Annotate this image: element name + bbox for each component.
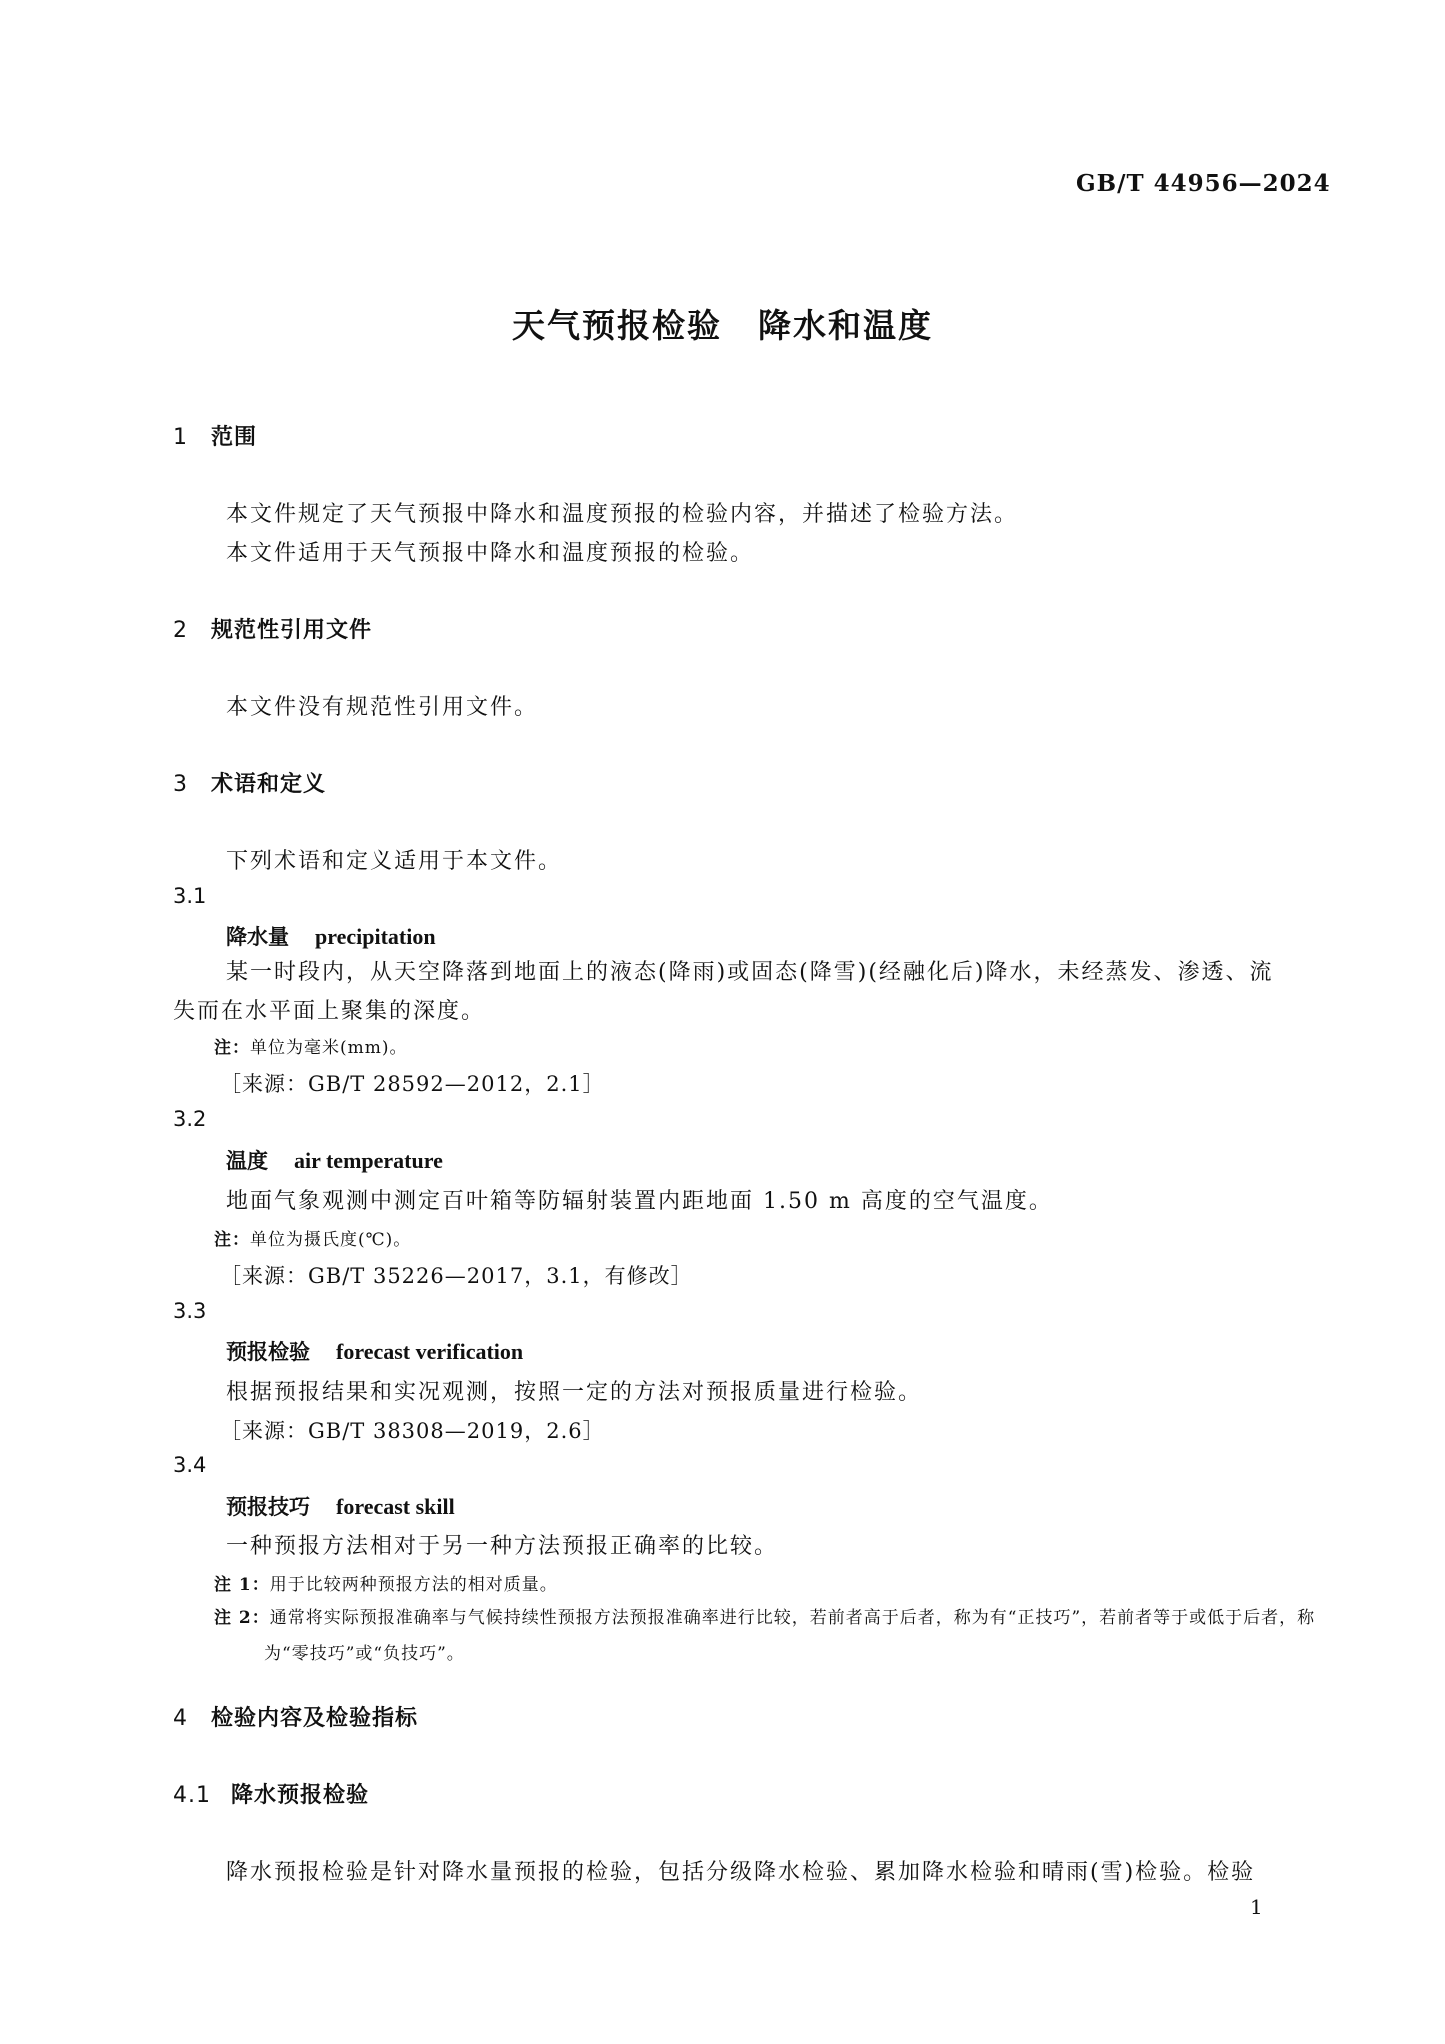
section-4-1-heading: 4.1 降水预报检验: [173, 1783, 370, 1808]
title-part2: 降水和温度: [758, 306, 933, 345]
term-definition: 地面气象观测中测定百叶箱等防辐射装置内距地面 1.50 m 高度的空气温度。: [226, 1189, 1053, 1214]
term-note: 注：单位为摄氏度(℃)。: [214, 1230, 412, 1250]
title-part1: 天气预报检验: [512, 306, 722, 345]
term-definition: 一种预报方法相对于另一种方法预报正确率的比较。: [226, 1534, 779, 1559]
term-note: 注：单位为毫米(mm)。: [214, 1038, 408, 1058]
term-definition: 根据预报结果和实况观测，按照一定的方法对预报质量进行检验。: [226, 1380, 923, 1405]
standard-code: GB/T 44956—2024: [1076, 170, 1331, 197]
term-heading: 预报检验 forecast verification: [226, 1339, 524, 1364]
term-number: 3.3: [173, 1299, 207, 1323]
section-1-paragraph-1: 本文件规定了天气预报中降水和温度预报的检验内容，并描述了检验方法。: [226, 502, 1019, 527]
section-2-paragraph-1: 本文件没有规范性引用文件。: [226, 695, 539, 720]
term-heading: 预报技巧 forecast skill: [226, 1494, 455, 1519]
term-source: ［来源：GB/T 35226—2017，3.1，有修改］: [220, 1264, 693, 1288]
page-number: 1: [1250, 1895, 1263, 1919]
section-3-heading: 3 术语和定义: [173, 772, 327, 797]
section-1-heading: 1 范围: [173, 425, 258, 450]
term-note-1: 注 1：用于比较两种预报方法的相对质量。: [214, 1575, 558, 1595]
section-3-intro: 下列术语和定义适用于本文件。: [226, 849, 563, 874]
term-note-2: 注 2：通常将实际预报准确率与气候持续性预报方法预报准确率进行比较，若前者高于后者，称为有“正技巧”，若前者等于或低于后者，称为“零技巧”或“负技巧”。: [214, 1608, 1316, 1664]
section-1-paragraph-2: 本文件适用于天气预报中降水和温度预报的检验。: [226, 541, 755, 566]
section-4-heading: 4 检验内容及检验指标: [173, 1706, 419, 1731]
term-number: 3.1: [173, 884, 207, 908]
section-2-heading: 2 规范性引用文件: [173, 618, 373, 643]
term-number: 3.4: [173, 1453, 207, 1477]
term-heading: 降水量 precipitation: [226, 924, 436, 949]
term-definition: 某一时段内，从天空降落到地面上的液态(降雨)或固态(降雪)(经融化后)降水，未经蒸发、渗透、流失而在水平面上聚集的深度。: [173, 960, 1274, 1024]
term-heading: 温度 air temperature: [226, 1148, 443, 1173]
section-4-1-paragraph-1: 降水预报检验是针对降水量预报的检验，包括分级降水检验、累加降水检验和晴雨(雪)检验。检验: [226, 1860, 1256, 1885]
document-title: [0, 300, 1445, 347]
term-source: ［来源：GB/T 38308—2019，2.6］: [220, 1419, 605, 1443]
term-number: 3.2: [173, 1107, 207, 1131]
term-source: ［来源：GB/T 28592—2012，2.1］: [220, 1072, 605, 1096]
